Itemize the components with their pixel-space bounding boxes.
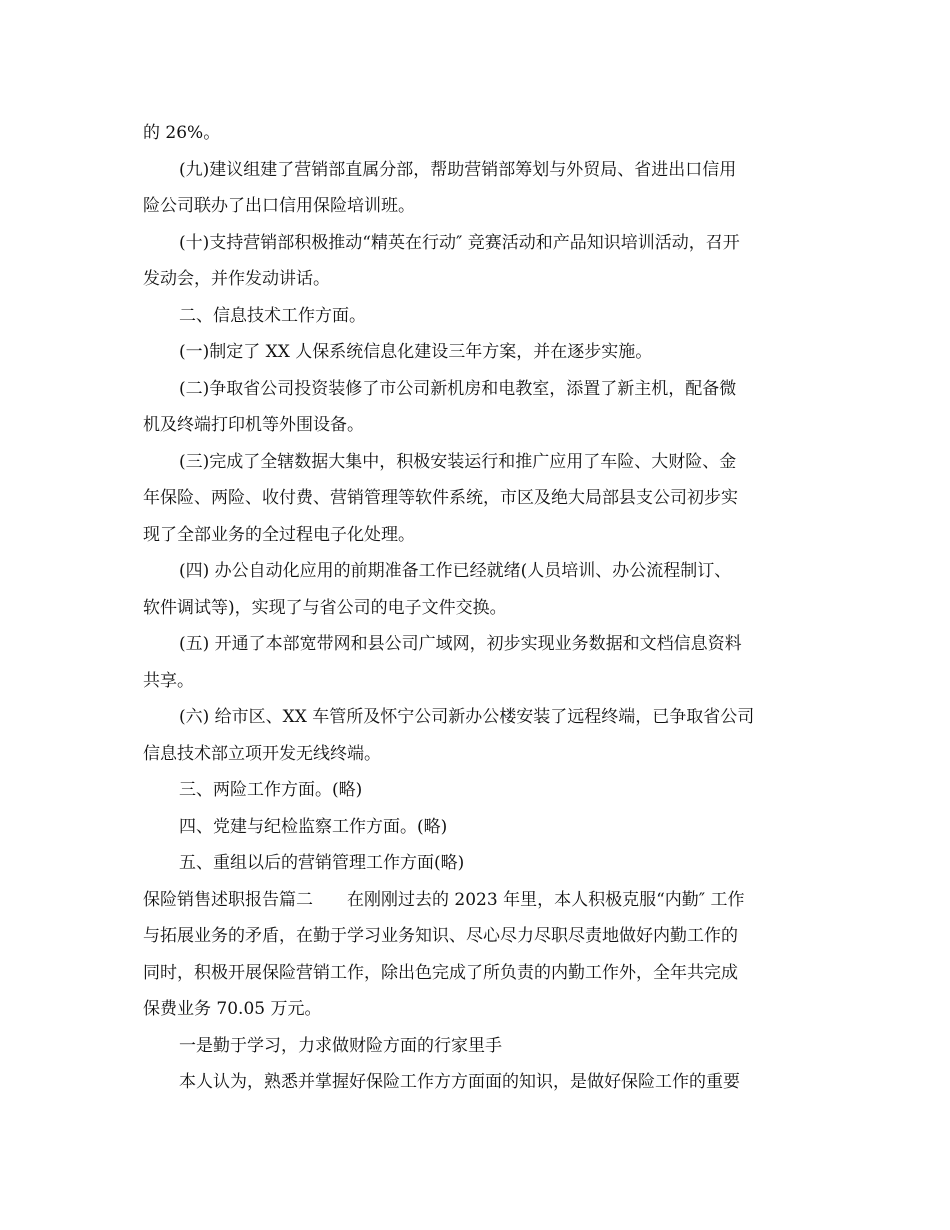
- text-line: 信息技术部立项开发无线终端。: [143, 743, 381, 764]
- text-line: 机及终端打印机等外围设备。: [143, 415, 364, 435]
- text-line: 本人认为，熟悉并掌握好保险工作方方面面的知识，是做好保险工作的重要: [179, 1072, 740, 1092]
- text-line: 发动会，并作发动讲话。: [143, 269, 330, 289]
- text-line: (四) 办公自动化应用的前期准备工作已经就绪(人员培训、办公流程制订、: [179, 561, 732, 581]
- text-line: 四、党建与纪检监察工作方面。(略): [179, 816, 448, 837]
- text-line: 二、信息技术工作方面。: [179, 305, 366, 326]
- text-line: 一是勤于学习，力求做财险方面的行家里手: [179, 1035, 502, 1056]
- text-line: 现了全部业务的全过程电子化处理。: [143, 524, 415, 545]
- text-line: 共享。: [143, 670, 194, 691]
- text-line: 保险销售述职报告篇二 在刚刚过去的 2023 年里，本人积极克服“内勤″ 工作: [143, 889, 745, 910]
- text-line: (三)完成了全辖数据大集中，积极安装运行和推广应用了车险、大财险、金: [179, 451, 737, 472]
- text-line: 软件调试等)，实现了与省公司的电子文件交换。: [143, 597, 507, 618]
- text-line: 与拓展业务的矛盾，在勤于学习业务知识、尽心尽力尽职尽责地做好内勤工作的: [143, 926, 738, 946]
- text-line: 保费业务 70.05 万元。: [143, 999, 322, 1019]
- text-line: (六) 给市区、XX 车管所及怀宁公司新办公楼安装了远程终端，已争取省公司: [179, 707, 755, 727]
- text-line: 年保险、两险、收付费、营销管理等软件系统，市区及绝大局部县支公司初步实: [143, 488, 738, 508]
- text-line: 险公司联办了出口信用保险培训班。: [143, 196, 415, 216]
- text-line: (十)支持营销部积极推动“精英在行动″ 竞赛活动和产品知识培训活动，召开: [179, 232, 740, 253]
- text-line: (二)争取省公司投资装修了市公司新机房和电教室，添置了新主机，配备微: [179, 378, 737, 399]
- text-line: 五、重组以后的营销管理工作方面(略): [179, 853, 465, 873]
- text-line: 同时，积极开展保险营销工作，除出色完成了所负责的内勤工作外，全年共完成: [143, 962, 738, 983]
- text-line: (九)建议组建了营销部直属分部，帮助营销部筹划与外贸局、省进出口信用: [179, 159, 737, 180]
- text-line: (五) 开通了本部宽带网和县公司广域网，初步实现业务数据和文档信息资料: [179, 634, 742, 654]
- text-line: (一)制定了 XX 人保系统信息化建设三年方案，并在逐步实施。: [179, 342, 653, 362]
- text-line: 三、两险工作方面。(略): [179, 780, 363, 800]
- text-line: 的 26%。: [143, 123, 221, 143]
- document-body: [143, 115, 813, 1101]
